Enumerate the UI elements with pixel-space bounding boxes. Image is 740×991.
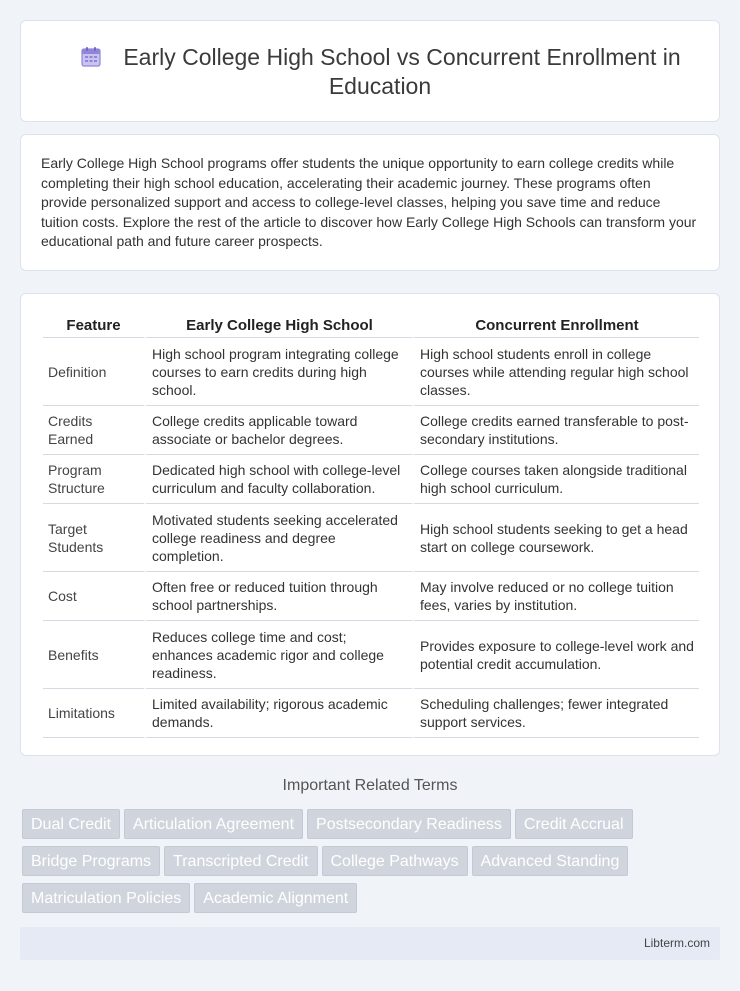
row-feature: Limitations [43,689,144,738]
row-feature: Target Students [43,504,144,572]
row-early-college: Reduces college time and cost; enhances academic rigor and college readiness. [144,621,412,689]
page-title-wrap [61,43,699,101]
row-feature: Cost [43,572,144,621]
comparison-table [43,315,699,738]
row-feature: Credits Earned [43,406,144,455]
row-concurrent: Scheduling challenges; fewer integrated support services. [412,689,699,738]
comparison-table-card [20,293,720,756]
related-term-tag[interactable]: College Pathways [322,846,468,876]
footer-brand-link[interactable]: Libterm.com [643,936,710,950]
row-concurrent: College credits earned transferable to post-secondary institutions. [412,406,699,455]
row-early-college: Limited availability; rigorous academic demands. [144,689,412,738]
table-row [43,621,699,689]
related-term-tag[interactable]: Postsecondary Readiness [307,809,511,839]
related-terms-title: Important Related Terms [282,777,458,794]
row-concurrent: College courses taken alongside traditional high school curriculum. [412,455,699,504]
related-term-tag[interactable]: Dual Credit [22,809,120,839]
title-card [20,20,720,122]
header-early-college: Early College High School [144,315,412,338]
header-concurrent: Concurrent Enrollment [412,315,699,338]
intro-card [20,134,720,271]
related-term-tag[interactable]: Bridge Programs [22,846,160,876]
row-concurrent: High school students enroll in college courses while attending regular high school classes. [412,338,699,406]
table-header-row [43,315,699,338]
related-term-tag[interactable]: Academic Alignment [194,883,357,913]
row-feature: Definition [43,338,144,406]
row-feature: Program Structure [43,455,144,504]
row-concurrent: May involve reduced or no college tuition fees, varies by institution. [412,572,699,621]
row-early-college: Often free or reduced tuition through school partnerships. [144,572,412,621]
row-early-college: Dedicated high school with college-level curriculum and faculty collaboration. [144,455,412,504]
related-term-tag[interactable]: Articulation Agreement [124,809,303,839]
row-early-college: High school program integrating college courses to earn credits during high school. [144,338,412,406]
table-row [43,572,699,621]
page-title: Early College High School vs Concurrent Enrollment in Education [123,44,681,99]
related-term-tag[interactable]: Advanced Standing [472,846,629,876]
table-row [43,504,699,572]
row-concurrent: Provides exposure to college-level work and potential credit accumulation. [412,621,699,689]
related-terms-list [22,809,722,920]
calendar-icon [79,45,103,69]
table-row [43,406,699,455]
row-feature: Benefits [43,621,144,689]
related-term-tag[interactable]: Credit Accrual [515,809,633,839]
header-feature: Feature [43,315,144,338]
row-early-college: Motivated students seeking accelerated college readiness and degree completion. [144,504,412,572]
row-concurrent: High school students seeking to get a head start on college coursework. [412,504,699,572]
row-early-college: College credits applicable toward associate or bachelor degrees. [144,406,412,455]
table-row [43,689,699,738]
related-term-tag[interactable]: Matriculation Policies [22,883,190,913]
table-row [43,455,699,504]
intro-paragraph: Early College High School programs offer students the unique opportunity to earn college credits while completing their high school education, accelerating their academic journey. These programs often provide personalized support and access to college-level classes, helping you save time and reduce tuition costs. Explore the rest of the article to discover how Early College High Schools can transform your educational path and future career prospects. [41,155,697,249]
related-term-tag[interactable]: Transcripted Credit [164,846,317,876]
table-row [43,338,699,406]
footer [20,927,720,960]
